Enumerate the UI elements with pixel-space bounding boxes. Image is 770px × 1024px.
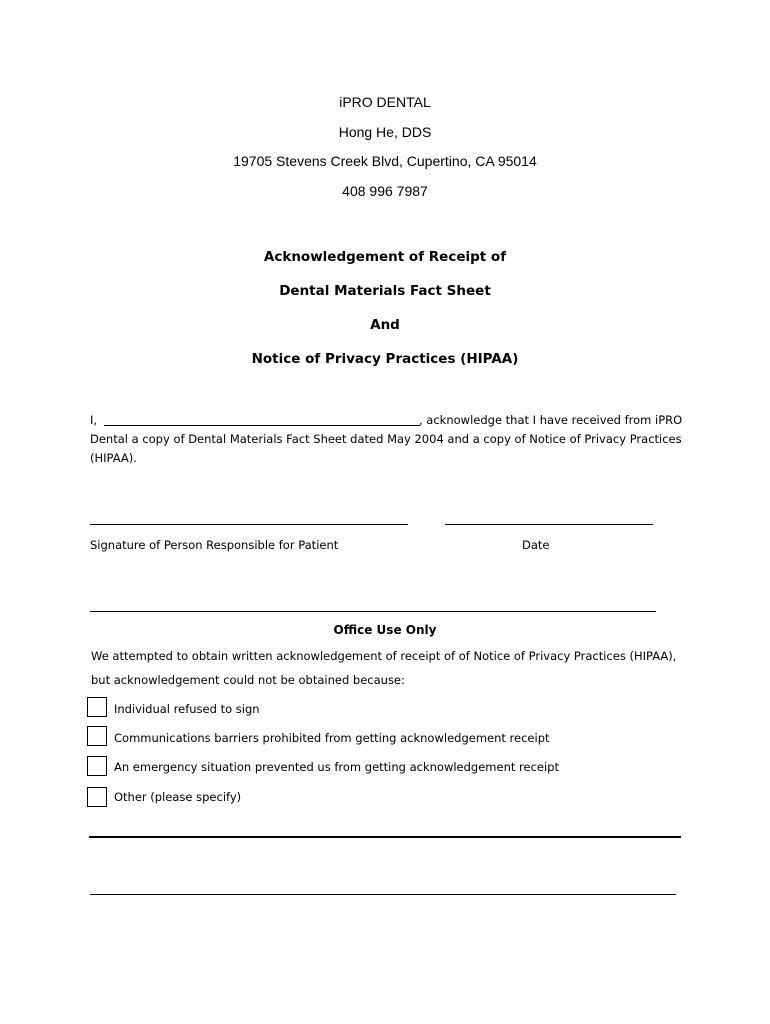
option-label-communication: Communications barriers prohibited from getting acknowledgement receipt (114, 731, 550, 745)
ack-line-2: Dental a copy of Dental Materials Fact Sheet dated May 2004 and a copy of Notice of Privacy Practices (90, 432, 682, 446)
signature-label: Signature of Person Responsible for Patient (90, 538, 339, 552)
ack-prefix: I, (90, 413, 98, 427)
date-field[interactable] (445, 524, 653, 525)
signature-field[interactable] (90, 524, 408, 525)
title-line-4: Notice of Privacy Practices (HIPAA) (251, 351, 519, 367)
refused-checkbox[interactable] (87, 697, 107, 717)
other-specify-field[interactable] (89, 836, 681, 838)
communication-barriers-checkbox[interactable] (87, 726, 107, 746)
patient-name-field[interactable] (104, 425, 420, 426)
title-line-2: Dental Materials Fact Sheet (279, 283, 491, 299)
practice-address: 19705 Stevens Creek Blvd, Cupertino, CA 95014 (233, 153, 537, 169)
ack-text: , acknowledge that I have received from iPRO (419, 413, 683, 427)
title-line-1: Acknowledgement of Receipt of (263, 249, 507, 265)
office-intro-line-1: We attempted to obtain written acknowledgement of receipt of of Notice of Privacy Practices (HIPAA), (91, 649, 677, 663)
practice-name: iPRO DENTAL (339, 94, 431, 110)
option-label-refused: Individual refused to sign (114, 702, 260, 716)
emergency-checkbox[interactable] (87, 756, 107, 776)
option-label-other: Other (please specify) (114, 790, 242, 804)
date-label: Date (522, 538, 550, 552)
section-divider (90, 611, 656, 612)
practice-phone: 408 996 7987 (342, 183, 428, 199)
title-line-3: And (370, 317, 400, 333)
option-label-emergency: An emergency situation prevented us from getting acknowledgement receipt (114, 760, 559, 774)
additional-notes-field[interactable] (90, 894, 676, 895)
doctor-name: Hong He, DDS (338, 124, 432, 140)
other-checkbox[interactable] (87, 787, 107, 807)
office-heading: Office Use Only (333, 623, 437, 637)
office-intro-line-2: but acknowledgement could not be obtained because: (91, 673, 405, 687)
ack-line-3: (HIPAA). (90, 451, 137, 465)
